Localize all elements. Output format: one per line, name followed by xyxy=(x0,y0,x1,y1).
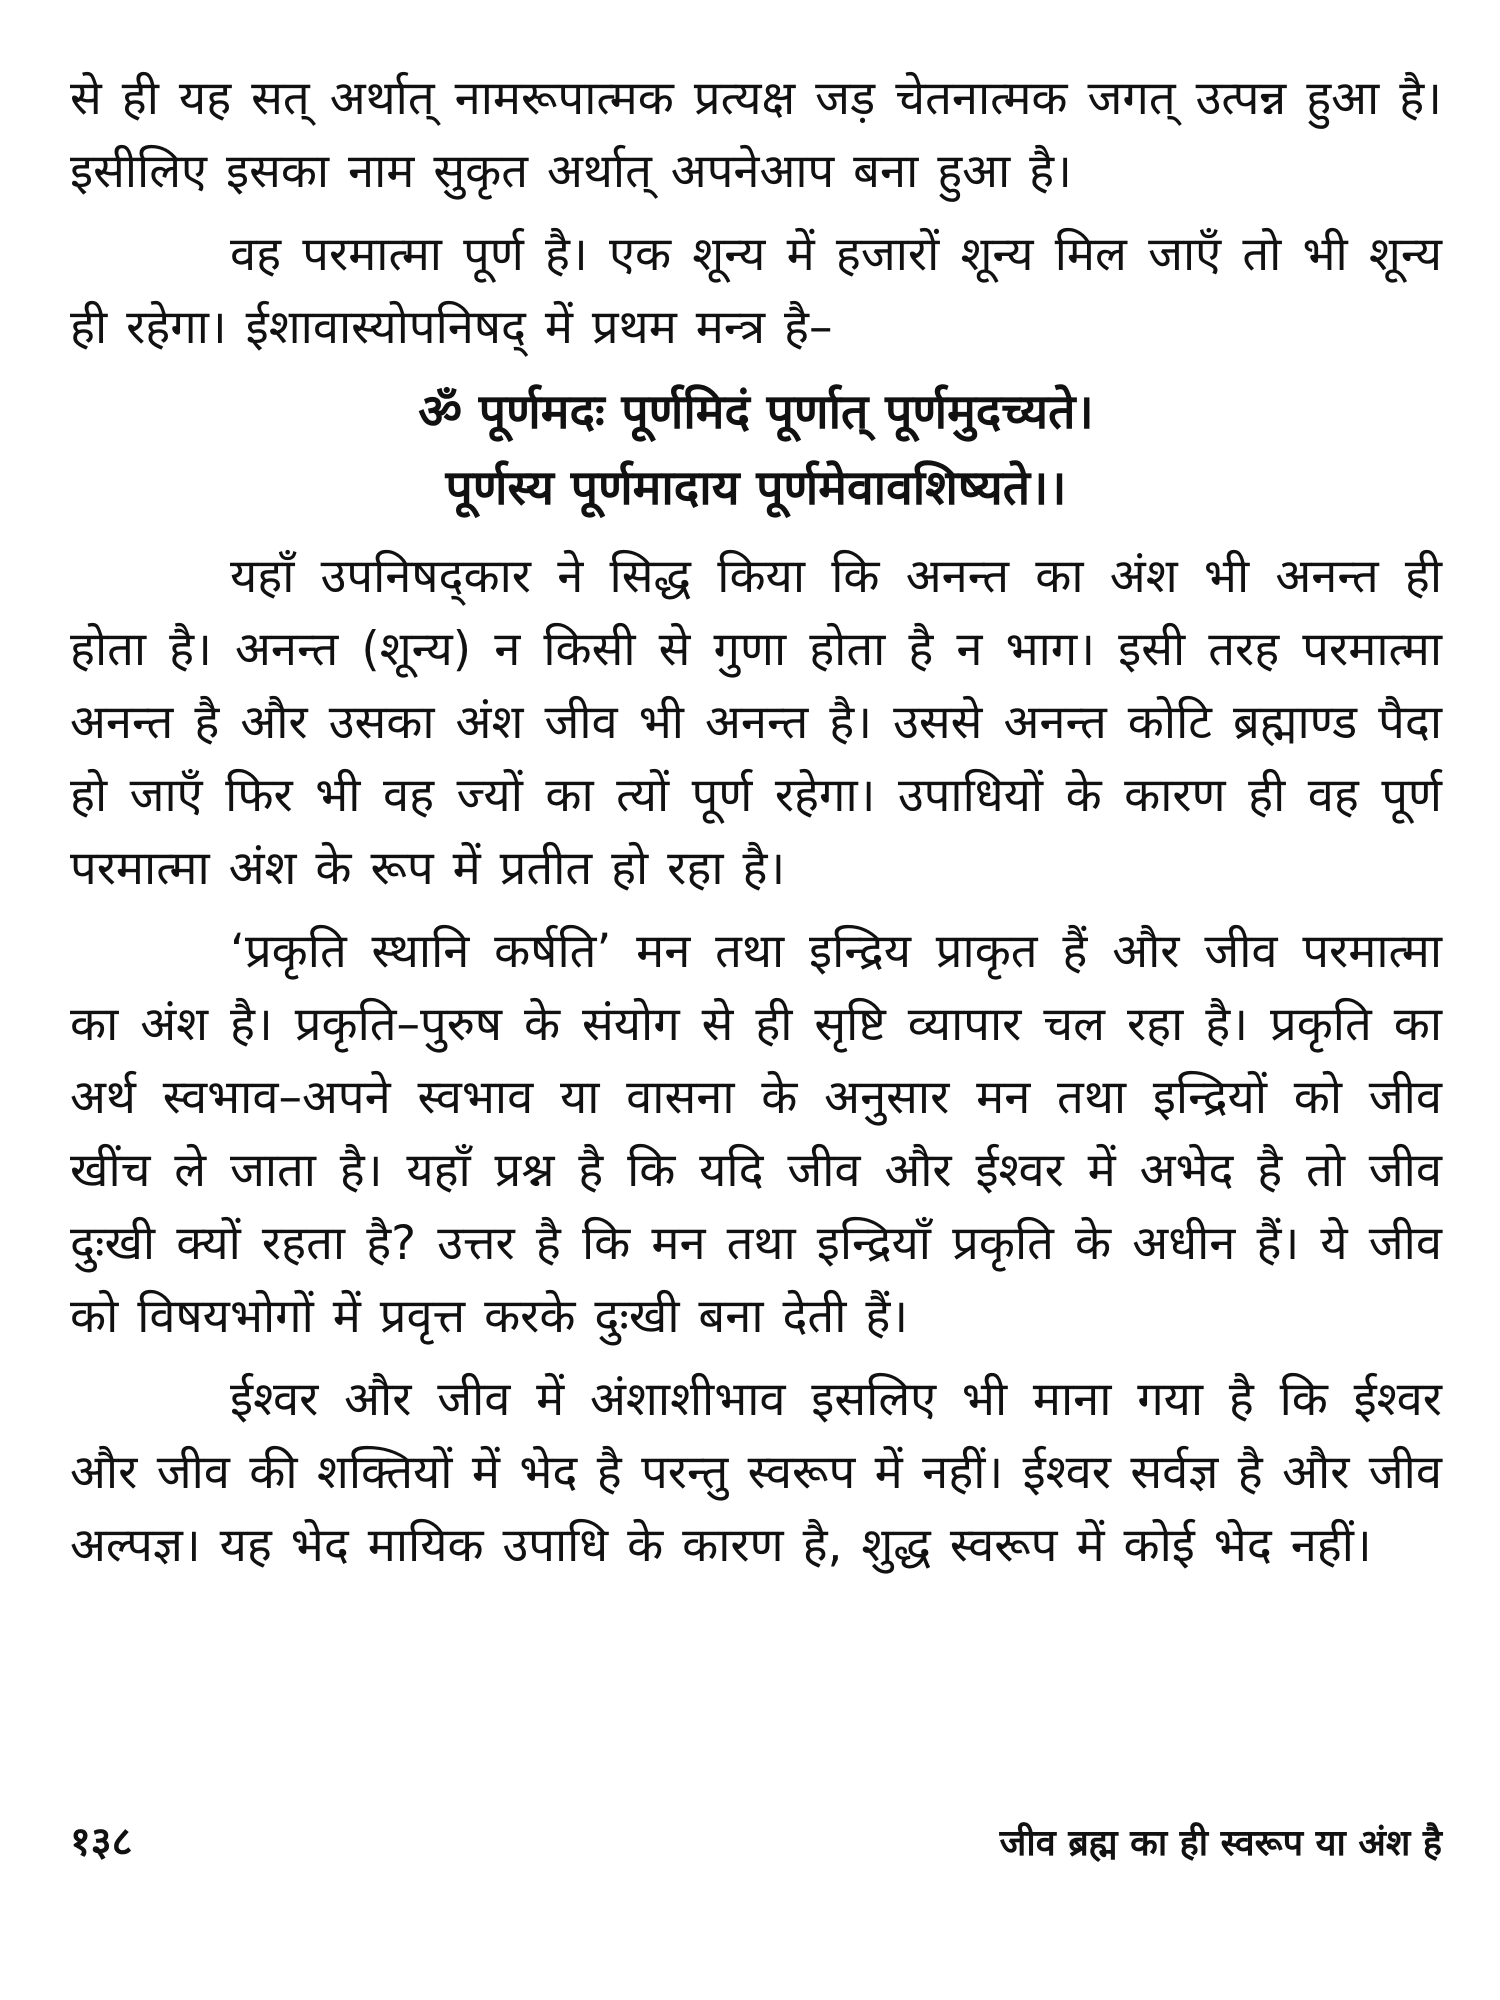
paragraph-5: ईश्वर और जीव में अंशाशीभाव इसलिए भी माना गया है कि ईश्वर और जीव की शक्तियों में भेद है परन्तु स्वरूप में नहीं। ईश्वर सर्वज्ञ है और जीव अल्पज्ञ। यह भेद मायिक उपाधि के कारण है, शुद्ध स्वरूप में कोई भेद नहीं। xyxy=(70,1372,1442,1573)
mantra-verse xyxy=(70,374,1442,526)
page-footer xyxy=(70,1812,1442,1867)
paragraph-1: से ही यह सत् अर्थात् नामरूपात्मक प्रत्यक्ष जड़ चेतनात्मक जगत् उत्पन्न हुआ है। इसीलिए इसका नाम सुकृत अर्थात् अपनेआप बना हुआ है। xyxy=(70,71,1442,199)
paragraph-3: यहाँ उपनिषद्कार ने सिद्ध किया कि अनन्त का अंश भी अनन्त ही होता है। अनन्त (शून्य) न किसी से गुणा होता है न भाग। इसी तरह परमात्मा अनन्त है और उसका अंश जीव भी अनन्त है। उससे अनन्त कोटि ब्रह्माण्ड पैदा हो जाएँ फिर भी वह ज्यों का त्यों पूर्ण रहेगा। उपाधियों के कारण ही वह पूर्ण परमात्मा अंश के रूप में प्रतीत हो रहा है। xyxy=(70,549,1442,896)
running-title: जीव ब्रह्म का ही स्वरूप या अंश है xyxy=(999,1823,1442,1864)
verse-line-1: ॐ पूर्णमदः पूर्णमिदं पूर्णात् पूर्णमुदच्यते। xyxy=(418,384,1094,440)
verse-line-2: पूर्णस्य पूर्णमादाय पूर्णमेवावशिष्यते।। xyxy=(445,460,1067,516)
paragraph-2: वह परमात्मा पूर्ण है। एक शून्य में हजारों शून्य मिल जाएँ तो भी शून्य ही रहेगा। ईशावास्योपनिषद् में प्रथम मन्त्र है– xyxy=(70,227,1442,355)
page-number: १३८ xyxy=(70,1819,133,1865)
paragraph-4: ‘प्रकृति स्थानि कर्षति’ मन तथा इन्द्रिय प्राकृत हैं और जीव परमात्मा का अंश है। प्रकृति–पुरुष के संयोग से ही सृष्टि व्यापार चल रहा है। प्रकृति का अर्थ स्वभाव–अपने स्वभाव या वासना के अनुसार मन तथा इन्द्रियों को जीव खींच ले जाता है। यहाँ प्रश्न है कि यदि जीव और ईश्वर में अभेद है तो जीव दुःखी क्यों रहता है? उत्तर है कि मन तथा इन्द्रियाँ प्रकृति के अधीन हैं। ये जीव को विषयभोगों में प्रवृत्त करके दुःखी बना देती हैं। xyxy=(70,924,1442,1344)
